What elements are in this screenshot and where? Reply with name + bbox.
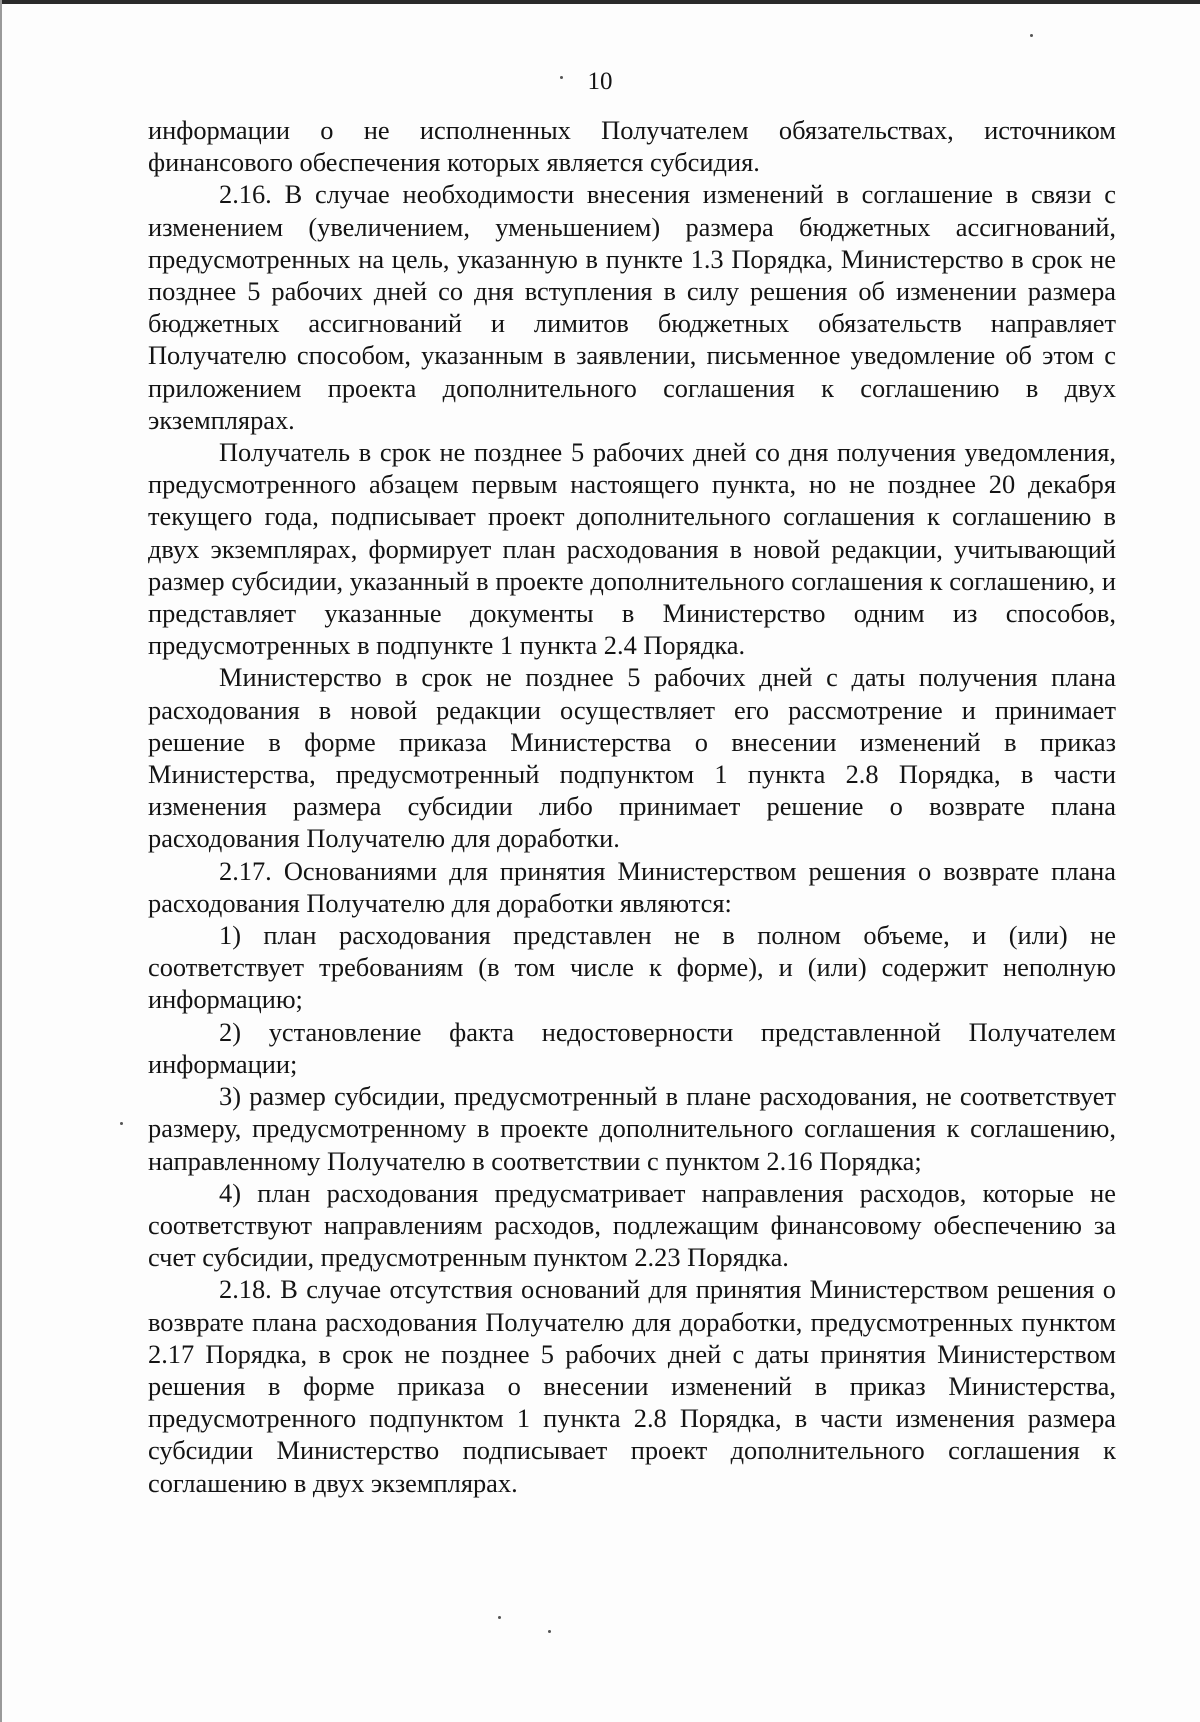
paragraph-2-18: 2.18. В случае отсутствия оснований для принятия Министерством решения о возврате плана расходования Получателю для доработки, предусмотренных пунктом 2.17 Порядка, в срок не позднее 5 рабочих дней с даты принятия Министерством решения в форме приказа о внесении изменений в приказ Министерства, предусмотренного подпунктом 1 пункта 2.8 Порядка, в части изменения размера субсидии Министерство подписывает проект дополнительного соглашения к соглашению в двух экземплярах. [148, 1274, 1116, 1498]
scan-speck [548, 1630, 551, 1633]
scan-speck [120, 1122, 123, 1125]
scan-speck [560, 76, 563, 79]
list-item-3: 3) размер субсидии, предусмотренный в плане расходования, не соответствует размеру, предусмотренному в проекте дополнительного соглашения к соглашению, направленному Получателю в соответствии с пунктом 2.16 Порядка; [148, 1081, 1116, 1176]
scan-edge-left [0, 0, 2, 1722]
list-item-1: 1) план расходования представлен не в полном объеме, и (или) не соответствует требованиям (в том числе к форме), и (или) содержит неполную информацию; [148, 920, 1116, 1015]
list-item-4: 4) план расходования предусматривает направления расходов, которые не соответствуют направлениям расходов, подлежащим финансовому обеспечению за счет субсидии, предусмотренным пунктом 2.23 Порядка. [148, 1177, 1116, 1273]
scan-edge-top [0, 0, 1200, 4]
scan-speck [1030, 34, 1033, 37]
paragraph-continuation: информации о не исполненных Получателем обязательствах, источником финансового обеспечения которых является субсидия. [148, 115, 1116, 178]
list-item-2: 2) установление факта недостоверности представленной Получателем информации; [148, 1016, 1116, 1079]
page-number: 10 [587, 68, 613, 95]
paragraph-recipient-signing: Получатель в срок не позднее 5 рабочих дней со дня получения уведомления, предусмотренного абзацем первым настоящего пункта, но не позднее 20 декабря текущего года, подписывает проект дополнительного соглашения к соглашению в двух экземплярах, формирует план расходования в новой редакции, учитывающий размер субсидии, указанный в проекте дополнительного соглашения к соглашению, и представляет указанные документы в Министерство одним из способов, предусмотренных в подпункте 1 пункта 2.4 Порядка. [148, 437, 1116, 661]
scan-speck [498, 1616, 501, 1619]
paragraph-2-16: 2.16. В случае необходимости внесения изменений в соглашение в связи с изменением (увеличением, уменьшением) размера бюджетных ассигнований, предусмотренных на цель, указанную в пункте 1.3 Порядка, Министерство в срок не позднее 5 рабочих дней со дня вступления в силу решения об изменении размера бюджетных ассигнований и лимитов бюджетных обязательств направляет Получателю способом, указанным в заявлении, письменное уведомление об этом с приложением проекта дополнительного соглашения к соглашению в двух экземплярах. [148, 179, 1116, 435]
paragraph-ministry-review: Министерство в срок не позднее 5 рабочих дней с даты получения плана расходования в новой редакции осуществляет его рассмотрение и принимает решение в форме приказа Министерства о внесении изменений в приказ Министерства, предусмотренный подпунктом 1 пункта 2.8 Порядка, в части изменения размера субсидии либо принимает решение о возврате плана расходования Получателю для доработки. [148, 662, 1116, 854]
document-body [148, 114, 1116, 1499]
paragraph-2-17: 2.17. Основаниями для принятия Министерством решения о возврате плана расходования Получателю для доработки являются: [148, 855, 1116, 918]
